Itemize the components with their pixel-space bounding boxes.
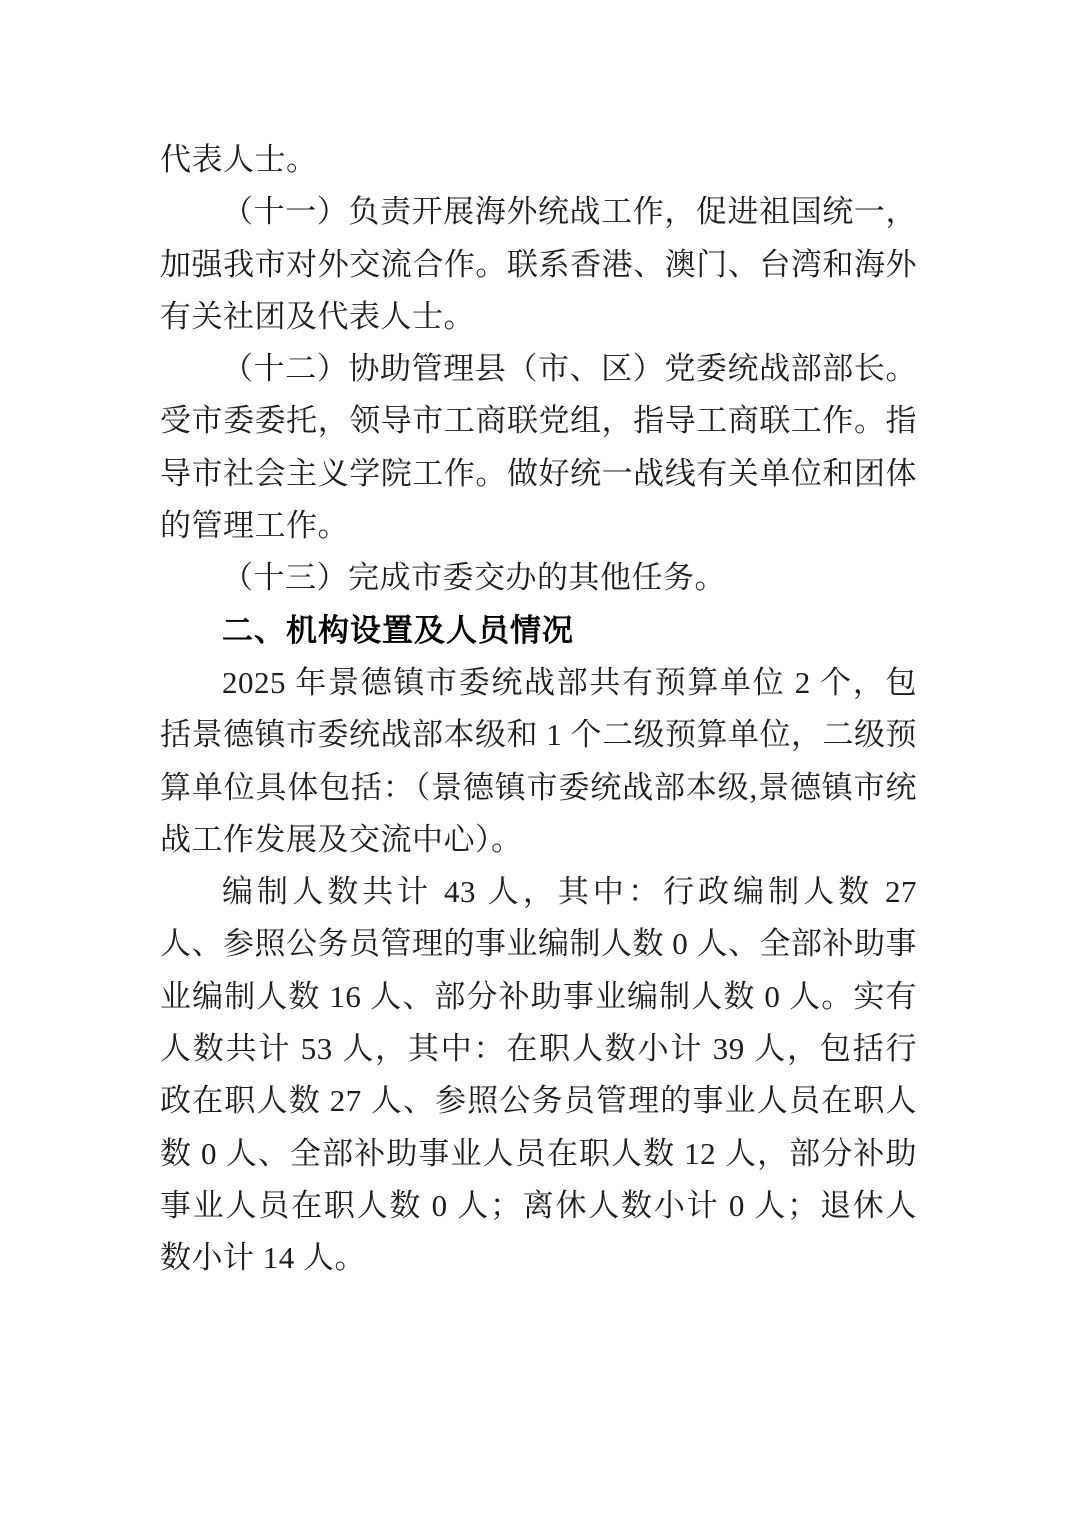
document-body xyxy=(160,134,917,1285)
section-heading: 二、机构设置及人员情况 xyxy=(222,612,574,648)
paragraph: 2025 年景德镇市委统战部共有预算单位 2 个，包括景德镇市委统战部本级和 1 个二级预算单位，二级预算单位具体包括：（景德镇市委统战部本级,景德镇市统战工作发展及交流中心）。 xyxy=(160,664,917,857)
paragraph: （十一）负责开展海外统战工作，促进祖国统一，加强我市对外交流合作。联系香港、澳门、台湾和海外有关社团及代表人士。 xyxy=(160,194,917,334)
paragraph: 代表人士。 xyxy=(160,142,318,177)
paragraph: （十二）协助管理县（市、区）党委统战部部长。受市委委托，领导市工商联党组，指导工商联工作。指导市社会主义学院工作。做好统一战线有关单位和团体的管理工作。 xyxy=(160,351,917,544)
paragraph: 编制人数共计 43 人，其中：行政编制人数 27 人、参照公务员管理的事业编制人数 0 人、全部补助事业编制人数 16 人、部分补助事业编制人数 0 人。实有人数共计 53 人，其中：在职人数小计 39 人，包括行政在职人数 27 人、参照公务员管理的事业人员在职人数 0 人、全部补助事业人员在职人数 12 人，部分补助事业人员在职人数 0 人；离休人数小计 0 人；退休人数小计 14 人。 xyxy=(160,874,917,1276)
paragraph: （十三）完成市委交办的其他任务。 xyxy=(222,560,726,596)
